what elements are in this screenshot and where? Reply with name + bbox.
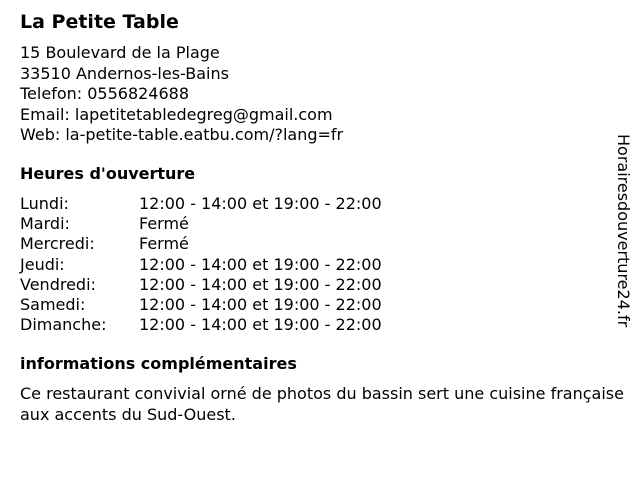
additional-info-text: Ce restaurant convivial orné de photos du bassin sert une cuisine française aux accents du Sud-Ouest. xyxy=(20,384,624,424)
time-value: 12:00 - 14:00 et 19:00 - 22:00 xyxy=(139,194,382,213)
site-watermark: Horairesdouverture24.fr xyxy=(614,134,633,328)
hours-row-monday xyxy=(20,194,382,214)
time-value: 12:00 - 14:00 et 19:00 - 22:00 xyxy=(139,274,382,294)
day-label: Mercredi: xyxy=(20,234,95,254)
time-value: 12:00 - 14:00 et 19:00 - 22:00 xyxy=(139,315,382,335)
hours-row-thursday xyxy=(20,255,382,275)
additional-info-heading: informations complémentaires xyxy=(20,354,297,373)
hours-row-friday xyxy=(20,275,382,295)
hours-row-saturday xyxy=(20,295,382,315)
opening-hours-heading: Heures d'ouverture xyxy=(20,164,196,183)
opening-hours-table xyxy=(20,194,382,335)
day-label: Dimanche: xyxy=(20,315,107,335)
day-label: Lundi: xyxy=(20,194,69,213)
time-value: Fermé xyxy=(139,214,189,234)
time-value: 12:00 - 14:00 et 19:00 - 22:00 xyxy=(139,254,382,274)
day-label: Samedi: xyxy=(20,295,86,315)
phone-number: Telefon: 0556824688 xyxy=(20,84,190,103)
hours-row-wednesday xyxy=(20,234,382,254)
email-address: Email: lapetitetabledegreg@gmail.com xyxy=(20,104,333,124)
time-value: 12:00 - 14:00 et 19:00 - 22:00 xyxy=(139,295,382,315)
address-line-1: 15 Boulevard de la Plage xyxy=(20,43,220,62)
website-address: Web: la-petite-table.eatbu.com/?lang=fr xyxy=(20,125,344,144)
address-line-2: 33510 Andernos-les-Bains xyxy=(20,63,229,83)
restaurant-name: La Petite Table xyxy=(20,11,179,33)
day-label: Mardi: xyxy=(20,214,70,234)
hours-row-tuesday xyxy=(20,214,382,234)
time-value: Fermé xyxy=(139,234,189,254)
day-label: Vendredi: xyxy=(20,274,96,294)
hours-row-sunday xyxy=(20,315,382,335)
contact-block xyxy=(20,43,343,146)
day-label: Jeudi: xyxy=(20,254,65,274)
